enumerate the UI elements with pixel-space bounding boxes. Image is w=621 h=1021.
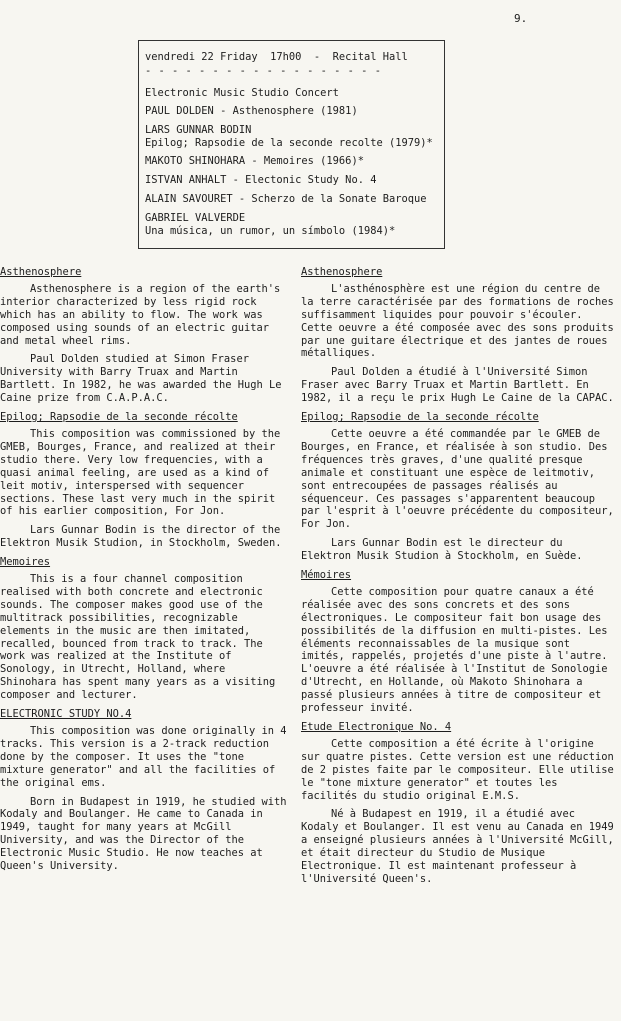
english-section (0, 708, 287, 873)
item-line: MAKOTO SHINOHARA - Memoires (1966)* (145, 155, 364, 168)
french-column (301, 266, 617, 892)
program-item (145, 124, 436, 150)
paragraph: Cette oeuvre a été commandée par le GMEB de Bourges, en France, et réalisée à son studio. Des fréquences très graves, d'une qualité presque animale et constituant une espèce de leitmotiv, sont entrecoupées de passages réalisés au séquenceur. Ces passages s'apparentent beaucoup par l'esprit à l'oeuvre précédente du compositeur, For Jon. (301, 427, 614, 531)
paragraph: Paul Dolden a étudié à l'Université Simon Fraser avec Barry Truax et Martin Bartlett. En 1982, il a reçu le prix Hugh Le Caine de la CAPAC. (301, 366, 614, 405)
paragraph: L'asthénosphère est une région du centre de la terre caractérisée par des formations de roches suffisamment liquides pour pouvoir s'écouler. Cette oeuvre a été composée avec des sons produits par une guitare électrique et des jantes de roues métalliques. (301, 282, 614, 360)
section-title: ELECTRONIC STUDY NO.4 (0, 708, 132, 721)
program-item (145, 212, 436, 238)
section-title: Memoires (0, 556, 51, 569)
section-title: Mémoires (301, 569, 352, 582)
program-item (145, 155, 436, 168)
program-item (145, 193, 436, 206)
paragraph: Lars Gunnar Bodin est le directeur du Elektron Musik Studion à Stockholm, en Suède. (301, 537, 583, 563)
section-title: Epilog; Rapsodie de la seconde récolte (301, 411, 539, 424)
section-title: Etude Electronique No. 4 (301, 721, 452, 733)
paragraph: Né à Budapest en 1919, il a étudié avec Kodaly et Boulanger. Il est venu au Canada en 1949 a enseigné plusieurs années à l'Université McGill, et était directeur du Studio de Musique Electronique. Il est maintenant professeur à l'Université Queen's. (301, 808, 614, 885)
paragraph: Asthenosphere is a region of the earth's interior characterized by less rigid rock which has an ability to flow. The work was composed using sounds of an electric guitar and metal wheel rims. (0, 282, 281, 347)
program-box (138, 40, 445, 249)
item-line: Una música, un rumor, un símbolo (1984)* (145, 225, 396, 238)
paragraph: Cette composition a été écrite à l'origine sur quatre pistes. Cette version est une réduction de 2 pistes faite par le compositeur. Elle utilise le "tone mixture generator" et toutes les facilités du studio original E.M.S. (301, 737, 614, 802)
english-column (0, 266, 287, 879)
concert-header: vendredi 22 Friday 17h00 - Recital Hall (145, 51, 408, 63)
english-section (0, 266, 287, 405)
program-item (145, 174, 436, 187)
paragraph: Cette composition pour quatre canaux a été réalisée avec des sons concrets et des sons électroniques. Le compositeur fait bon usage des possibilités de la diffusion en multi-pistes. Les éléments reconnaissables de la musique sont imités, rappelés, projetés d'une piste à l'autre. L'oeuvre a été réalisée à l'Institut de Sonologie d'Utrecht, en Hollande, où Makoto Shinohara a passé plusieurs années à titre de compositeur et professeur invité. (301, 585, 608, 715)
french-section (301, 569, 617, 715)
english-section (0, 411, 287, 550)
item-line: LARS GUNNAR BODIN (145, 123, 252, 136)
program-item (145, 105, 436, 118)
page-number: 9. (514, 12, 528, 25)
french-section (301, 266, 617, 405)
item-line: GABRIEL VALVERDE (145, 212, 246, 225)
concert-title: Electronic Music Studio Concert (145, 86, 339, 99)
paragraph: This is a four channel composition realised with both concrete and electronic sounds. The composer makes good use of the multitrack possibilities, recognizable elements in the music are then imitated, recalled, bounced from track to track. The work was realized at the Institute of Sonology, in Utrecht, Holland, where Shinohara has spent many years as a visiting composer and lecturer. (0, 573, 276, 702)
item-line: ISTVAN ANHALT - Electonic Study No. 4 (145, 174, 377, 187)
item-line: PAUL DOLDEN - Asthenosphere (1981) (145, 104, 358, 117)
section-title: Asthenosphere (0, 266, 82, 278)
paragraph: Born in Budapest in 1919, he studied with Kodaly and Boulanger. He came to Canada in 1949, taught for many years at McGill University, and was the Director of the Electronic Music Studio. He now teaches at Queen's University. (0, 795, 287, 873)
item-line: ALAIN SAVOURET - Scherzo de la Sonate Baroque (145, 193, 427, 206)
paragraph: This composition was commissioned by the GMEB, Bourges, France, and realized at their studio there. Very low frequencies, with a quasi animal feeling, are used as a kind of leit motiv, interspersed with sequencer sections. These last very much in the spirit of his earlier composition, For Jon. (0, 427, 281, 518)
section-title: Asthenosphere (301, 266, 383, 278)
paragraph: Lars Gunnar Bodin is the director of the Elektron Musik Studion, in Stockholm, Sweden. (0, 524, 282, 550)
english-section (0, 556, 287, 702)
section-title: Epilog; Rapsodie de la seconde récolte (0, 411, 238, 424)
item-line: Epilog; Rapsodie de la seconde recolte (1979)* (145, 136, 433, 149)
french-section (301, 411, 617, 563)
paragraph: This composition was done originally in 4 tracks. This version is a 2-track reduction done by the composer. It uses the "tone mixture generator" and all the facilities of the original ems. (0, 725, 287, 789)
french-section (301, 721, 617, 886)
paragraph: Paul Dolden studied at Simon Fraser University with Barry Truax and Martin Bartlett. In 1982, he was awarded the Hugh Le Caine prize from C.A.P.A.C. (0, 353, 282, 405)
separator-line: - - - - - - - - - - - - - - - - - - (145, 64, 382, 77)
